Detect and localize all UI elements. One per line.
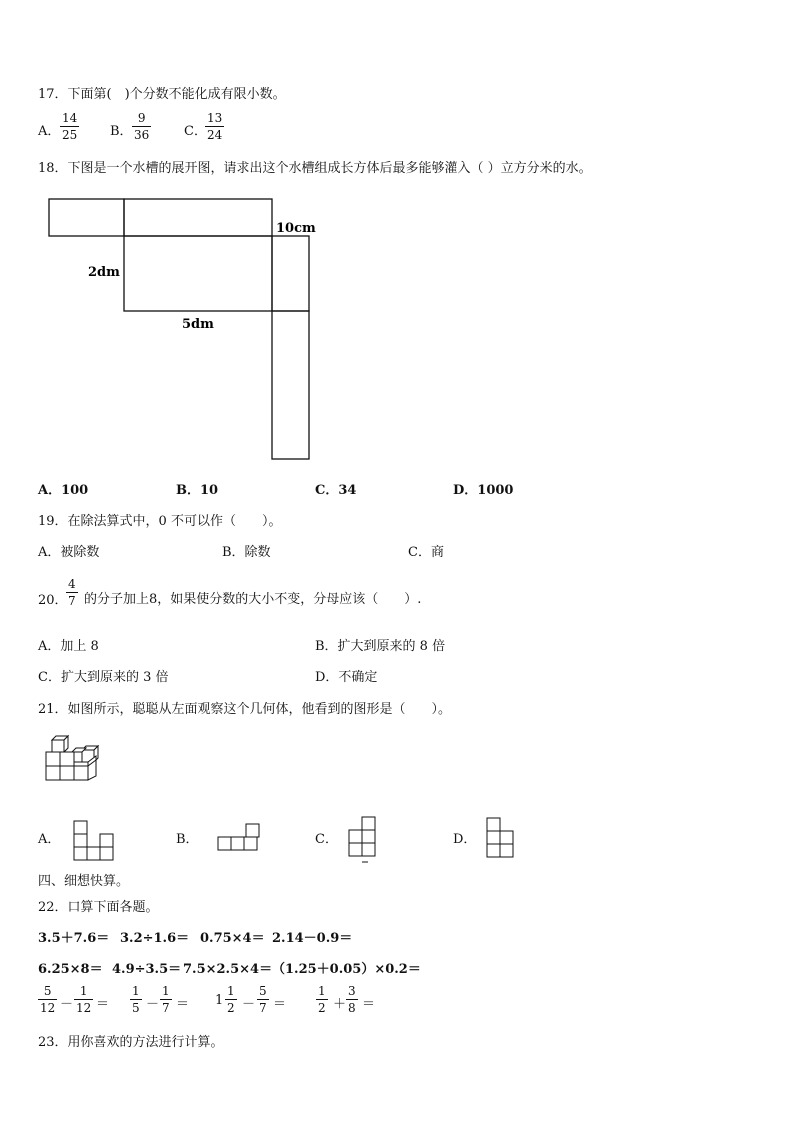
q19-text: 19．在除法算式中，0 不可以作（ ）。	[38, 514, 282, 529]
q21-option-c-shape	[349, 817, 375, 862]
q22-row2-item: （1.25＋0.05）×0.2＝	[272, 962, 421, 977]
q18-option-b: B．10	[176, 483, 219, 498]
q20-text: 的分子加上8，如果使分数的大小不变，分母应该（ ）.	[84, 592, 422, 607]
numerator: 4	[68, 577, 76, 591]
q18-option-c: C．34	[315, 483, 357, 498]
denominator: 12	[40, 1001, 56, 1015]
numerator: 5	[259, 984, 267, 998]
fraction-bar	[225, 999, 237, 1000]
q22-row1-item: 3.5＋7.6＝	[38, 931, 110, 946]
q19-option-c: C．商	[408, 545, 444, 560]
q22-row3-expr2-op: －	[146, 997, 160, 1012]
label-5dm: 5dm	[182, 317, 214, 332]
numerator: 1	[79, 984, 88, 998]
q20-option-d: D．不确定	[315, 670, 378, 685]
numerator: 1	[162, 984, 170, 998]
q17-option-b-label: B．	[110, 124, 133, 139]
q22-row3-expr2-a	[130, 985, 142, 1014]
q21-text: 21．如图所示，聪聪从左面观察这个几何体，他看到的图形是（ ）。	[38, 702, 452, 717]
q22-row2-item: 6.25×8＝	[38, 962, 103, 977]
denominator: 36	[134, 128, 150, 142]
denominator: 7	[259, 1001, 267, 1015]
denominator: 25	[62, 128, 78, 142]
q22-row3-expr4-b	[346, 985, 358, 1014]
numerator: 1	[132, 984, 140, 998]
label-10cm: 10cm	[276, 221, 316, 236]
denominator: 2	[227, 1001, 235, 1015]
denominator: 8	[348, 1001, 356, 1015]
q22-row3-expr1-eq: ＝	[96, 997, 110, 1012]
q22-row3-expr4-op: ＋	[333, 997, 347, 1012]
q20-option-b: B．扩大到原来的 8 倍	[315, 639, 446, 654]
q18-option-d: D．1000	[453, 483, 514, 498]
q21-option-b-label: B．	[176, 832, 199, 847]
q22-row1-item: 3.2÷1.6＝	[120, 931, 190, 946]
stacked-cubes-figure	[46, 736, 98, 780]
q22-row3-expr3-a	[225, 985, 237, 1014]
numerator: 14	[62, 111, 78, 125]
q19-option-b: B．除数	[222, 545, 271, 560]
q21-option-d-shape	[487, 818, 513, 857]
q22-row3-expr3-b	[257, 985, 269, 1014]
fraction-bar	[257, 999, 269, 1000]
denominator: 12	[76, 1001, 92, 1015]
numerator: 5	[43, 984, 52, 998]
numerator: 9	[137, 111, 146, 125]
fraction-bar	[38, 999, 57, 1000]
fraction-bar	[316, 999, 328, 1000]
q21-option-b-shape	[218, 824, 259, 850]
q22-row1-item: 2.14－0.9＝	[272, 931, 353, 946]
fraction-bar	[346, 999, 358, 1000]
fraction-bar	[74, 999, 93, 1000]
q20-prefix: 20．	[38, 593, 68, 608]
numerator: 13	[207, 111, 223, 125]
fraction-bar	[160, 999, 172, 1000]
label-2dm: 2dm	[88, 265, 120, 280]
denominator: 7	[162, 1001, 170, 1015]
q22-row1-item: 0.75×4＝	[200, 931, 265, 946]
q22-row2-item: 7.5×2.5×4＝	[183, 962, 273, 977]
q17-text: 17．下面第( )个分数不能化成有限小数。	[38, 87, 286, 102]
q21-option-d-label: D．	[453, 832, 477, 847]
q22-row3-expr2-eq: ＝	[176, 997, 190, 1012]
q18-option-a: A．100	[38, 483, 89, 498]
q22-row3-expr1-a	[38, 985, 57, 1014]
q22-row3-expr4-a	[316, 985, 328, 1014]
q22-row3-expr2-b	[160, 985, 172, 1014]
q19-option-a: A．被除数	[38, 545, 100, 560]
q22-row3-expr3-op: －	[242, 997, 256, 1012]
q18-text: 18．下图是一个水槽的展开图，请求出这个水槽组成长方体后最多能够灌入（ ）立方分米的水。	[38, 161, 592, 176]
q22-row3-expr3-eq: ＝	[273, 997, 287, 1012]
q22-text: 22．口算下面各题。	[38, 900, 159, 915]
section-4-title: 四、细想快算。	[38, 874, 130, 889]
q22-row2-item: 4.9÷3.5＝	[112, 962, 182, 977]
q22-row3-expr3-whole: 1	[215, 993, 224, 1008]
denominator: 2	[318, 1001, 326, 1015]
q21-option-a-shape	[74, 821, 113, 860]
q17-option-c-label: C．	[184, 124, 207, 139]
q22-row3-expr1-b	[74, 985, 93, 1014]
q21-option-c-label: C．	[315, 832, 338, 847]
q23-text: 23．用你喜欢的方法进行计算。	[38, 1035, 224, 1050]
q22-row3-expr4-eq: ＝	[362, 997, 376, 1012]
numerator: 1	[227, 984, 235, 998]
denominator: 5	[132, 1001, 140, 1015]
q22-row3-expr1-op: －	[60, 997, 74, 1012]
numerator: 3	[348, 984, 356, 998]
q20-option-a: A．加上 8	[38, 639, 99, 654]
numerator: 1	[318, 984, 326, 998]
q20-option-c: C．扩大到原来的 3 倍	[38, 670, 169, 685]
denominator: 7	[68, 594, 76, 608]
denominator: 24	[207, 128, 223, 142]
q17-option-a-label: A．	[38, 124, 61, 139]
fraction-bar	[130, 999, 142, 1000]
q21-option-a-label: A．	[38, 832, 61, 847]
